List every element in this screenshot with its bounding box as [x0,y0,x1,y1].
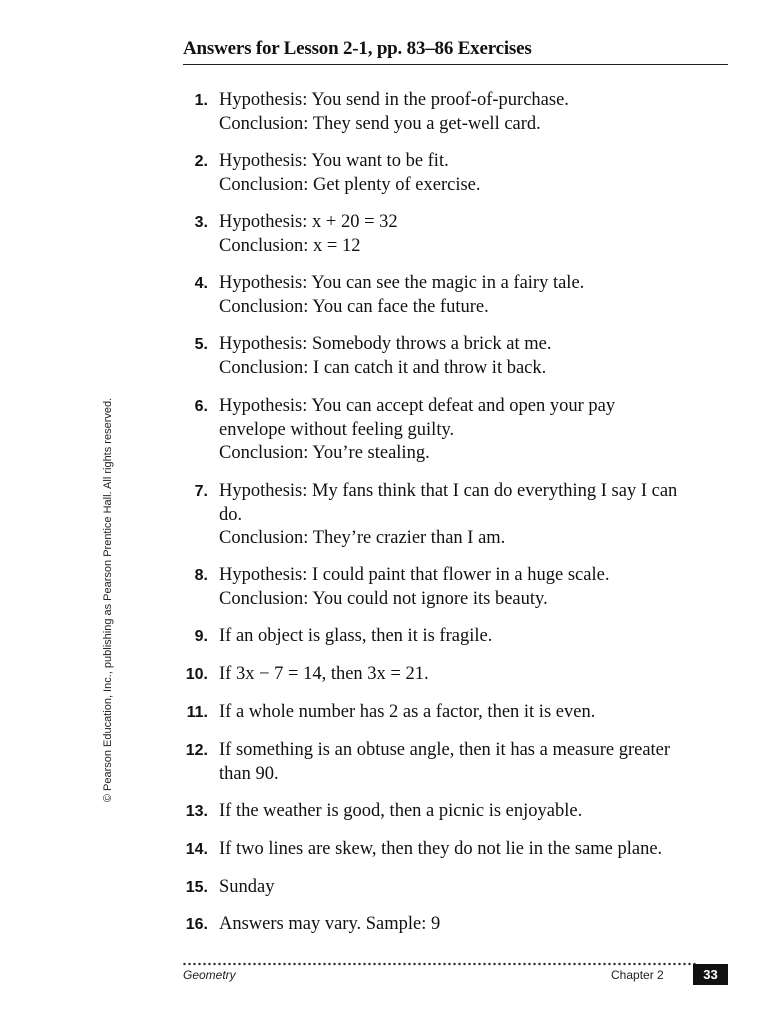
item-line: If the weather is good, then a picnic is enjoyable. [219,801,583,821]
item-number: 11. [186,704,208,721]
item-line: If a whole number has 2 as a factor, then it is even. [219,702,596,722]
item-number: 5. [194,336,208,353]
item-number: 7. [194,483,208,500]
item-line: Conclusion: Get plenty of exercise. [219,174,481,195]
item-line: Hypothesis: My fans think that I can do everything I say I can do. [219,481,678,525]
item-line: Hypothesis: I could paint that flower in a huge scale. [219,565,610,585]
item-number: 8. [194,567,208,584]
footer-chapter: Chapter 2 [611,968,664,982]
item-number: 14. [185,841,208,858]
answer-item-1 [170,89,730,136]
answer-item-14 [170,838,730,862]
item-number: 16. [185,916,208,933]
item-number: 2. [194,153,208,170]
item-number: 4. [194,275,208,292]
item-number: 10. [185,666,208,683]
footer-book-title: Geometry [183,968,236,982]
item-line: Hypothesis: You can see the magic in a fairy tale. [219,273,585,293]
answer-item-6 [170,395,730,466]
item-line: Conclusion: You could not ignore its beauty. [219,588,548,609]
copyright-notice: © Pearson Education, Inc., publishing as Pearson Prentice Hall. All rights reserved. [102,397,114,803]
item-number: 12. [185,742,208,759]
answer-item-4 [170,272,730,319]
item-line: Conclusion: You’re stealing. [219,443,430,463]
item-number: 15. [185,879,208,896]
item-line: Answers may vary. Sample: 9 [219,914,441,934]
item-line: If something is an obtuse angle, then it has a measure greater than 90. [219,740,671,784]
answer-item-3 [170,211,730,258]
footer-divider [182,962,697,966]
item-line: Hypothesis: You want to be fit. [219,151,449,171]
item-line: Sunday [219,877,275,897]
item-line: Hypothesis: x + 20 = 32 [219,212,398,232]
item-line: If 3x − 7 = 14, then 3x = 21. [219,664,429,684]
item-line: Hypothesis: Somebody throws a brick at me. [219,334,552,354]
page-number: 33 [693,964,728,985]
answer-item-2 [170,150,730,197]
item-line: Hypothesis: You can accept defeat and open your pay envelope without feeling guilty. [219,396,616,440]
answer-item-16 [170,913,730,937]
answer-item-7 [170,480,730,551]
item-line: Hypothesis: You send in the proof-of-purchase. [219,90,569,110]
item-line: Conclusion: x = 12 [219,235,361,256]
item-number: 1. [194,92,208,109]
answer-item-5 [170,333,730,380]
item-number: 13. [185,803,208,820]
answer-item-8 [170,564,730,611]
answer-item-13 [170,800,730,824]
item-number: 9. [194,628,208,645]
item-line: Conclusion: You can face the future. [219,296,489,317]
item-line: If an object is glass, then it is fragile. [219,626,493,646]
answer-item-15 [170,876,730,900]
answer-item-11 [170,701,730,725]
item-line: If two lines are skew, then they do not lie in the same plane. [219,839,663,859]
page-title: Answers for Lesson 2-1, pp. 83–86 Exercises [183,38,728,65]
item-number: 6. [194,398,208,415]
answer-item-10 [170,663,730,687]
item-line: Conclusion: I can catch it and throw it back. [219,357,547,378]
item-number: 3. [194,214,208,231]
answer-item-12 [170,739,730,786]
answer-item-9 [170,625,730,649]
item-line: Conclusion: They send you a get-well card. [219,113,541,134]
item-line: Conclusion: They’re crazier than I am. [219,528,506,548]
